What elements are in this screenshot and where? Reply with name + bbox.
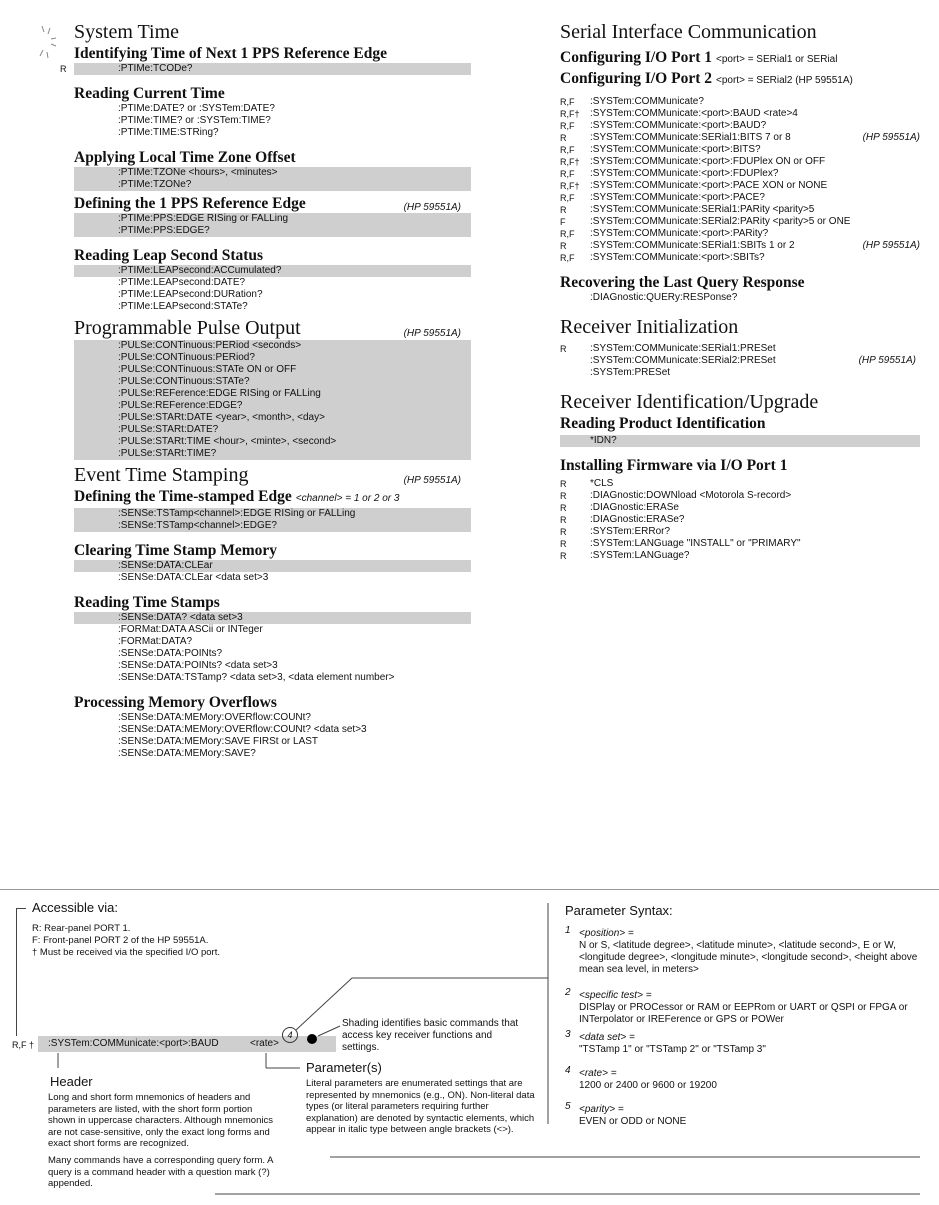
command-row: :SENSe:DATA? <data set>3 [74, 612, 471, 624]
access-prefix: R,F [560, 145, 575, 155]
parameter-text: Literal parameters are enumerated settings that are represented by mnemonics (e.g., ON). Non-literal data types (or literal parameters requiring further explanation) are denoted by syntactic elements, which appear in italic type between angle brackets (<>). [306, 1078, 535, 1135]
model-note: (HP 59551A) [403, 328, 461, 339]
syntax-number: 5 [565, 1101, 571, 1112]
command-row: :SYSTem:PRESet [590, 367, 671, 378]
subsection-title: Configuring I/O Port 1 <port> = SERial1 or SERial [560, 49, 838, 66]
command-text: :DIAGnostic:DOWNload <Motorola S-record> [590, 490, 792, 501]
syntax-body: 1200 or 2400 or 9600 or 19200 [579, 1080, 717, 1091]
command-row: :SENSe:TSTamp<channel>:EDGE? [74, 520, 471, 532]
command-text: :SYSTem:COMMunicate:<port>:SBITs? [590, 252, 765, 263]
shading-note: Shading identifies basic commands that access key receiver functions and settings. [342, 1018, 519, 1053]
command-text: :SYSTem:COMMunicate:SERial1:PARity <parity>5 [590, 204, 815, 215]
command-row: :PULSe:REFerence:EDGE? [74, 400, 471, 412]
command-text: :DIAGnostic:ERASe? [590, 514, 685, 525]
header-title: Header [50, 1074, 93, 1089]
command-text: :SYSTem:COMMunicate:<port>:BITS? [590, 144, 761, 155]
command-row: :PULSe:STARt:TIME <hour>, <minte>, <second> [74, 436, 471, 448]
command-row: :PTIMe:TZONe? [74, 179, 471, 191]
command-row: :PTIMe:TIME? or :SYSTem:TIME? [118, 115, 271, 126]
command-text: *CLS [590, 478, 614, 489]
access-prefix: R [560, 344, 567, 354]
subsection-title: Identifying Time of Next 1 PPS Reference Edge [74, 45, 387, 62]
command-row: :SENSe:DATA:MEMory:OVERflow:COUNt? <data set>3 [118, 724, 367, 735]
access-prefix: R [560, 205, 567, 215]
command-row: :FORMat:DATA ASCii or INTeger [118, 624, 263, 635]
subsection-title: Defining the Time-stamped Edge <channel> = 1 or 2 or 3 [74, 488, 400, 505]
access-prefix: R,F† [560, 109, 580, 119]
syntax-body: EVEN or ODD or NONE [579, 1116, 687, 1127]
access-prefix: R [560, 515, 567, 525]
access-prefix: R,F [560, 169, 575, 179]
command-text: :SYSTem:COMMunicate:<port>:BAUD? [590, 120, 767, 131]
command-text: :DIAGnostic:ERASe [590, 502, 679, 513]
subsection-title: Reading Time Stamps [74, 594, 220, 611]
command-row: :PULSe:CONTinuous:PERiod <seconds> [74, 340, 471, 352]
access-prefix: R,F [560, 97, 575, 107]
subsection-title: Recovering the Last Query Response [560, 274, 805, 291]
syntax-number: 4 [565, 1065, 571, 1076]
command-text: :SYSTem:LANGuage "INSTALL" or "PRIMARY" [590, 538, 801, 549]
command-text: :SYSTem:COMMunicate:<port>:PARity? [590, 228, 769, 239]
access-prefix: R [60, 64, 67, 74]
command-row: :PULSe:STARt:DATE? [74, 424, 471, 436]
syntax-body: N or S, <latitude degree>, <latitude minute>, <latitude second>, E or W, <longitude degree>, <longitude minute>, <longitude second>, <height above mean sea level, in meters> [579, 940, 918, 975]
access-prefix: R,F [560, 229, 575, 239]
command-row: :SENSe:DATA:TSTamp? <data set>3, <data element number> [118, 672, 395, 683]
command-text: :SYSTem:COMMunicate:<port>:PACE XON or NONE [590, 180, 828, 191]
syntax-head: <parity> = [579, 1104, 624, 1115]
model-note: (HP 59551A) [862, 240, 920, 251]
subsection-title: Installing Firmware via I/O Port 1 [560, 457, 788, 474]
command-row: :PTIMe:LEAPsecond:DURation? [118, 289, 263, 300]
command-row: :PTIMe:TIME:STRing? [118, 127, 219, 138]
syntax-head: <specific test> = [579, 990, 652, 1001]
syntax-number: 1 [565, 925, 571, 936]
command-row: :PTIMe:PPS:EDGE? [74, 225, 471, 237]
syntax-entry [565, 987, 935, 1026]
command-row: :SENSe:TSTamp<channel>:EDGE RISing or FALLing [74, 508, 471, 520]
model-note: (HP 59551A) [858, 355, 916, 366]
syntax-body: "TSTamp 1" or "TSTamp 2" or "TSTamp 3" [579, 1044, 766, 1055]
inline-note: <channel> = 1 or 2 or 3 [295, 493, 400, 504]
access-prefix: R [560, 527, 567, 537]
parameter-title: Parameter(s) [306, 1060, 382, 1075]
syntax-head: <data set> = [579, 1032, 635, 1043]
command-row: :PTIMe:LEAPsecond:STATe? [118, 301, 248, 312]
command-row: :SENSe:DATA:MEMory:OVERflow:COUNt? [118, 712, 311, 723]
section-title: Programmable Pulse Output (HP 59551A) [74, 316, 471, 340]
access-prefix: F [560, 217, 566, 227]
command-text: :SYSTem:COMMunicate:<port>:FDUPlex? [590, 168, 779, 179]
access-prefix: R [560, 503, 567, 513]
header-text: Many commands have a corresponding query form. A query is a command header with a question mark (?) appended. [48, 1155, 273, 1189]
access-prefix: R,F [560, 121, 575, 131]
command-text: :SYSTem:COMMunicate:<port>:FDUPlex ON or OFF [590, 156, 826, 167]
command-text: :SYSTem:COMMunicate:SERial2:PARity <parity>5 or ONE [590, 216, 851, 227]
footnote-marker: 4 [282, 1027, 298, 1043]
syntax-entry [565, 1029, 935, 1056]
example-prefix: R,F † [12, 1040, 35, 1050]
command-row: :SENSe:DATA:POINts? <data set>3 [118, 660, 278, 671]
command-text: :SYSTem:ERRor? [590, 526, 671, 537]
command-row: :SENSe:DATA:MEMory:SAVE FIRSt or LAST [118, 736, 319, 747]
command-row: :DIAGnostic:QUERy:RESPonse? [590, 292, 738, 303]
command-row: :PTIMe:LEAPsecond:ACCumulated? [74, 265, 471, 277]
command-text: :PTIMe:TCODe? [118, 63, 193, 74]
command-row: :SENSe:DATA:CLEar <data set>3 [118, 572, 269, 583]
section-title: Receiver Identification/Upgrade [560, 391, 819, 413]
model-note: (HP 59551A) [862, 132, 920, 143]
access-prefix: R [560, 491, 567, 501]
subsection-title: Clearing Time Stamp Memory [74, 542, 278, 559]
section-title: System Time [74, 21, 180, 43]
subsection-title: Reading Leap Second Status [74, 247, 264, 264]
access-line: R: Rear-panel PORT 1. [32, 923, 131, 934]
command-row: :SENSe:DATA:POINts? [118, 648, 223, 659]
command-text: :SYSTem:COMMunicate:SERial1:SBITs 1 or 2 [590, 240, 795, 251]
example-command: :SYSTem:COMMunicate:<port>:BAUD [48, 1038, 219, 1049]
access-prefix: R [560, 133, 567, 143]
command-row: :SENSe:DATA:CLEar [74, 560, 471, 572]
access-prefix: R,F [560, 193, 575, 203]
syntax-body: DISPlay or PROCessor or RAM or EEPRom or UART or QSPI or FPGA or INTerpolator or IREFerence or GPS or POWer [579, 1002, 908, 1025]
command-row: :PTIMe:TZONe <hours>, <minutes> [74, 167, 471, 179]
accessible-title: Accessible via: [32, 900, 118, 915]
header-text: Long and short form mnemonics of headers and parameters are listed, with the short form portion shown in uppercase characters. Although mnemonics are not case-sensitive, only the exact long forms and exact short forms are recognized. [48, 1092, 273, 1149]
syntax-entry [565, 925, 935, 976]
command-row: :SYSTem:COMMunicate:SERial2:PRESet (HP 59551A) [590, 355, 916, 366]
command-text: :SYSTem:COMMunicate? [590, 96, 704, 107]
access-prefix: R [560, 479, 567, 489]
command-text: :SYSTem:COMMunicate:<port>:PACE? [590, 192, 765, 203]
command-row: R :SYSTem:COMMunicate:SERial1:PRESet [560, 343, 776, 354]
command-row: :PULSe:STARt:TIME? [74, 448, 471, 460]
example-parameter: <rate> [250, 1038, 279, 1049]
syntax-entry [565, 1101, 935, 1128]
section-title: Event Time Stamping (HP 59551A) [74, 463, 471, 487]
command-row: :PULSe:CONTinuous:PERiod? [74, 352, 471, 364]
syntax-number: 2 [565, 987, 571, 998]
command-row: :FORMat:DATA? [118, 636, 193, 647]
command-row: :SENSe:DATA:MEMory:SAVE? [118, 748, 256, 759]
access-prefix: R,F [560, 253, 575, 263]
access-prefix: R,F† [560, 181, 580, 191]
inline-note: <port> = SERial1 or SERial [716, 54, 838, 65]
command-row: :PULSe:STARt:DATE <year>, <month>, <day> [74, 412, 471, 424]
access-prefix: R [560, 551, 567, 561]
command-row: :PULSe:CONTinuous:STATe ON or OFF [74, 364, 471, 376]
inline-note: <port> = SERial2 (HP 59551A) [716, 75, 853, 86]
subsection-title: Configuring I/O Port 2 <port> = SERial2 (HP 59551A) [560, 70, 853, 87]
model-note: (HP 59551A) [403, 475, 461, 486]
syntax-head: <rate> = [579, 1068, 617, 1079]
access-prefix: R [560, 241, 567, 251]
syntax-number: 3 [565, 1029, 571, 1040]
command-row: :PTIMe:PPS:EDGE RISing or FALLing [74, 213, 471, 225]
access-prefix: R [560, 539, 567, 549]
command-row: :PULSe:CONTinuous:STATe? [74, 376, 471, 388]
syntax-head: <position> = [579, 928, 634, 939]
subsection-title: Reading Product Identification [560, 415, 766, 432]
access-line: F: Front-panel PORT 2 of the HP 59551A. [32, 935, 209, 946]
syntax-title: Parameter Syntax: [565, 903, 673, 918]
command-row: :PULSe:REFerence:EDGE RISing or FALLing [74, 388, 471, 400]
subsection-title: Defining the 1 PPS Reference Edge (HP 59551A) [74, 194, 471, 213]
access-prefix: R,F† [560, 157, 580, 167]
command-row: :PTIMe:LEAPsecond:DATE? [118, 277, 246, 288]
command-text: :SYSTem:LANGuage? [590, 550, 690, 561]
command-row: :PTIMe:DATE? or :SYSTem:DATE? [118, 103, 275, 114]
command-text: :SYSTem:COMMunicate:<port>:BAUD <rate>4 [590, 108, 798, 119]
command-row: *IDN? [560, 435, 920, 447]
command-text: :SYSTem:COMMunicate:SERial1:BITS 7 or 8 [590, 132, 791, 143]
section-title: Serial Interface Communication [560, 21, 817, 43]
section-title: Receiver Initialization [560, 316, 739, 338]
subsection-title: Reading Current Time [74, 85, 225, 102]
subsection-title: Processing Memory Overflows [74, 694, 277, 711]
model-note: (HP 59551A) [403, 202, 461, 213]
subsection-title: Applying Local Time Zone Offset [74, 149, 296, 166]
access-line: † Must be received via the specified I/O port. [32, 947, 220, 958]
syntax-entry [565, 1065, 935, 1092]
